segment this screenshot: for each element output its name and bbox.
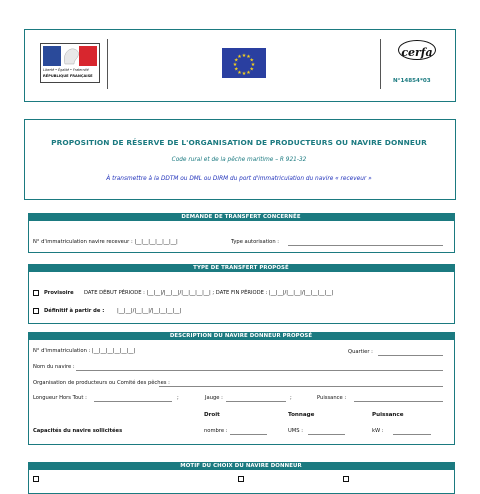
svg-text:★: ★ (246, 69, 251, 76)
header-divider-mid (380, 39, 381, 89)
cerfa-number: N°14854*03 (393, 78, 431, 84)
definitif-label: Définitif à partir de : (44, 308, 105, 314)
provisoire-checkbox[interactable] (33, 290, 39, 296)
provisoire-label: Provisoire (44, 290, 74, 296)
quartier-label: Quartier : (348, 349, 373, 355)
type-autorisation-label: Type autorisation : (231, 239, 280, 245)
definitif-checkbox[interactable] (33, 308, 39, 314)
section-demande-heading: DEMANDE DE TRANSFERT CONCERNÉE (28, 213, 454, 221)
nombre-label: nombre : (204, 428, 228, 434)
svg-text:★: ★ (241, 71, 247, 77)
eu-stars-icon (222, 48, 266, 78)
motif-checkbox-3[interactable] (343, 476, 349, 482)
eu-flag (222, 48, 266, 78)
nom-navire-field[interactable] (76, 370, 443, 371)
svg-text:★: ★ (250, 62, 256, 68)
immat-donneur-label: N° d'immatriculation : |__|__|__|__|__|__| (33, 348, 136, 354)
section-type-heading: TYPE DE TRANSFERT PROPOSÉ (28, 264, 454, 272)
col-puissance: Puissance (372, 412, 404, 418)
quartier-field[interactable] (378, 355, 443, 356)
svg-text:★: ★ (237, 69, 242, 76)
longueur-separator: ; (177, 395, 179, 401)
organisation-label: Organisation de producteurs ou Comité des pêches : (33, 380, 170, 386)
svg-text:★: ★ (237, 54, 242, 61)
col-droit: Droit (204, 412, 220, 418)
jauge-separator: ; (290, 395, 292, 401)
marianne-name: RÉPUBLIQUE FRANÇAISE (43, 74, 93, 78)
svg-text:★: ★ (233, 57, 239, 64)
longueur-label: Longueur Hors Tout : (33, 395, 87, 401)
puissance-field[interactable] (354, 401, 443, 402)
kw-label: kW : (372, 428, 384, 434)
motif-checkbox-1[interactable] (33, 476, 39, 482)
svg-text:★: ★ (241, 53, 247, 59)
marianne-logo (40, 43, 100, 83)
immat-receveur-label: N° d'immatriculation navire receveur : |__|__|__|__|__|__| (33, 239, 178, 245)
instruction-text: À transmettre à la DDTM ou DML ou DIRM du port d'immatriculation du navire « receveur » (106, 176, 372, 182)
code-reference: Code rural et de la pêche maritime – R 921-32 (171, 157, 307, 163)
nom-navire-label: Nom du navire : (33, 364, 75, 370)
page-title: PROPOSITION DE RÉSERVE DE L'ORGANISATION DE PRODUCTEURS OU NAVIRE DONNEUR (51, 138, 427, 147)
jauge-label: Jauge : (205, 395, 223, 401)
svg-text:★: ★ (249, 57, 255, 64)
marianne-motto: Liberté • Égalité • Fraternité (43, 68, 89, 72)
capacites-label: Capacités du navire sollicitées (33, 428, 123, 434)
puissance-label: Puissance : (317, 395, 347, 401)
svg-text:★: ★ (233, 66, 239, 73)
definitif-date[interactable]: |__|__|/|__|__|/|__|__|__|__| (117, 308, 182, 314)
provisoire-dates[interactable]: DATE DÉBUT PÉRIODE : |__|__|/|__|__|/|__|__|__|__| ; DATE FIN PÉRIODE : |__|__|/|__|__|/|__|__|__|__| (84, 290, 334, 296)
longueur-field[interactable] (94, 401, 172, 402)
type-autorisation-field[interactable] (288, 245, 443, 246)
cerfa-logo: cerfa (398, 40, 436, 60)
svg-text:★: ★ (249, 66, 255, 73)
nombre-field[interactable] (230, 434, 267, 435)
header-divider-left (107, 39, 108, 89)
section-motif-heading: MOTIF DU CHOIX DU NAVIRE DONNEUR (28, 462, 454, 470)
ums-label: UMS : (288, 428, 303, 434)
kw-field[interactable] (393, 434, 431, 435)
svg-text:★: ★ (246, 54, 251, 61)
organisation-field[interactable] (159, 386, 443, 387)
section-description-heading: DESCRIPTION DU NAVIRE DONNEUR PROPOSÉ (28, 332, 454, 340)
col-tonnage: Tonnage (288, 412, 315, 418)
svg-text:★: ★ (232, 62, 238, 68)
ums-field[interactable] (308, 434, 345, 435)
jauge-field[interactable] (226, 401, 286, 402)
motif-checkbox-2[interactable] (238, 476, 244, 482)
flag-icon (43, 46, 97, 66)
